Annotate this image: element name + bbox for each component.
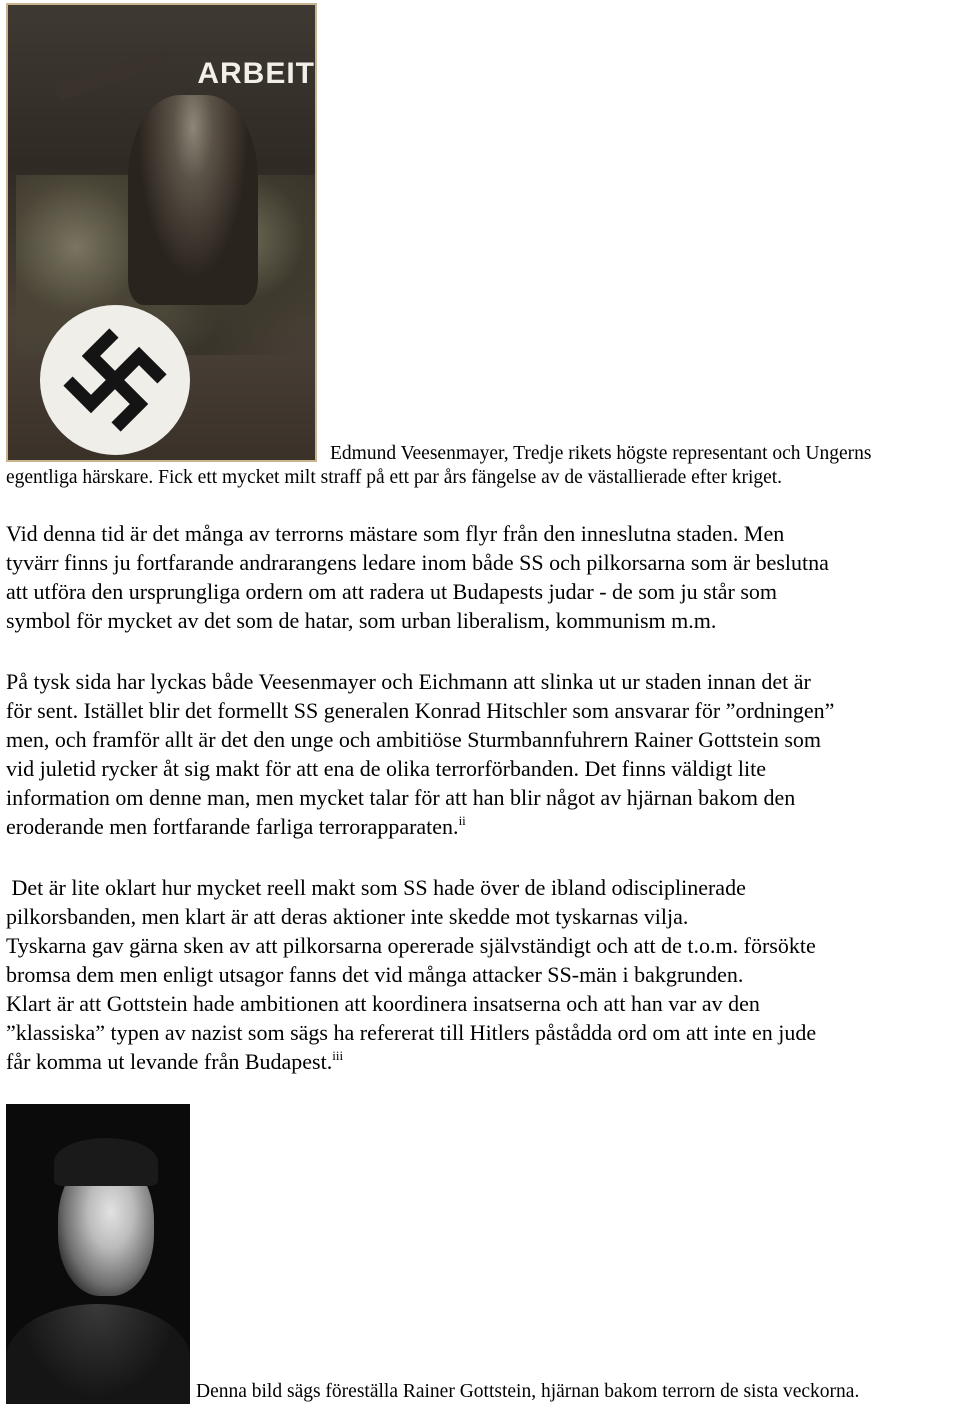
banner-text: ARBEIT [197,57,315,90]
photo1-caption-line2: egentliga härskare. Fick ett mycket milt straff på ett par års fängelse av de västallierade efter kriget. [6,467,783,488]
paragraph-1 [6,519,956,635]
paragraph-3-line: bromsa dem men enligt utsagor fanns det vid många attacker SS-män i bakgrunden. [6,962,744,987]
photo2-caption: Denna bild sägs föreställa Rainer Gottstein, hjärnan bakom terrorn de sista veckorna. [196,1381,860,1402]
paragraph-3-line: Tyskarna gav gärna sken av att pilkorsarna opererade självständigt och att de t.o.m. försökte [6,933,816,958]
paragraph-2-last-line [6,812,956,841]
paragraph-2-line: för sent. Istället blir det formellt SS generalen Konrad Hitschler som ansvarar för ”ordningen” [6,698,835,723]
paragraph-2-line: men, och framför allt är det den unge och ambitiöse Sturmbannfuhrern Rainer Gottstein som [6,727,821,752]
paragraph-2-text: eroderande men fortfarande farliga terrorapparaten. [6,814,459,839]
paragraph-3-last-line [6,1047,956,1076]
paragraph-3 [6,873,956,1076]
paragraph-1-line: tyvärr finns ju fortfarande andrarangens ledare inom både SS och pilkorsarna som är beslutna [6,550,829,575]
veesenmayer-photo [6,3,317,462]
speaker-figure [128,95,258,305]
paragraph-1-line: Vid denna tid är det många av terrorns mästare som flyr från den inneslutna staden. Men [6,521,785,546]
portrait-shoulders [6,1304,190,1404]
gottstein-portrait [6,1104,190,1404]
swastika-flag [40,305,190,455]
paragraph-2-line: vid juletid rycker åt sig makt för att ena de olika terrorförbanden. Det finns väldigt lite [6,756,766,781]
paragraph-3-text: får komma ut levande från Budapest. [6,1049,333,1074]
paragraph-3-line: Det är lite oklart hur mycket reell makt som SS hade över de ibland odisciplinerade [6,875,746,900]
photo1-caption-line1: Edmund Veesenmayer, Tredje rikets högste representant och Ungerns [330,443,872,464]
saluting-arm [53,47,173,101]
portrait-hair [54,1138,158,1186]
paragraph-3-line: Klart är att Gottstein hade ambitionen att koordinera insatserna och att han var av den [6,991,760,1016]
footnote-marker[interactable]: ii [458,813,466,828]
footnote-marker[interactable]: iii [332,1048,344,1063]
swastika-symbol [60,325,170,435]
paragraph-2 [6,667,956,841]
paragraph-1-line: att utföra den ursprungliga ordern om att radera ut Budapests judar - de som ju står som [6,579,778,604]
paragraph-1-line: symbol för mycket av det som de hatar, som urban liberalism, kommunism m.m. [6,608,717,633]
paragraph-3-line: ”klassiska” typen av nazist som sägs ha refererat till Hitlers påstådda ord om att inte en jude [6,1020,817,1045]
paragraph-3-line: pilkorsbanden, men klart är att deras aktioner inte skedde mot tyskarnas vilja. [6,904,689,929]
paragraph-2-line: information om denne man, men mycket talar för att han blir något av hjärnan bakom den [6,785,796,810]
paragraph-2-line: På tysk sida har lyckas både Veesenmayer och Eichmann att slinka ut ur staden innan det är [6,669,811,694]
